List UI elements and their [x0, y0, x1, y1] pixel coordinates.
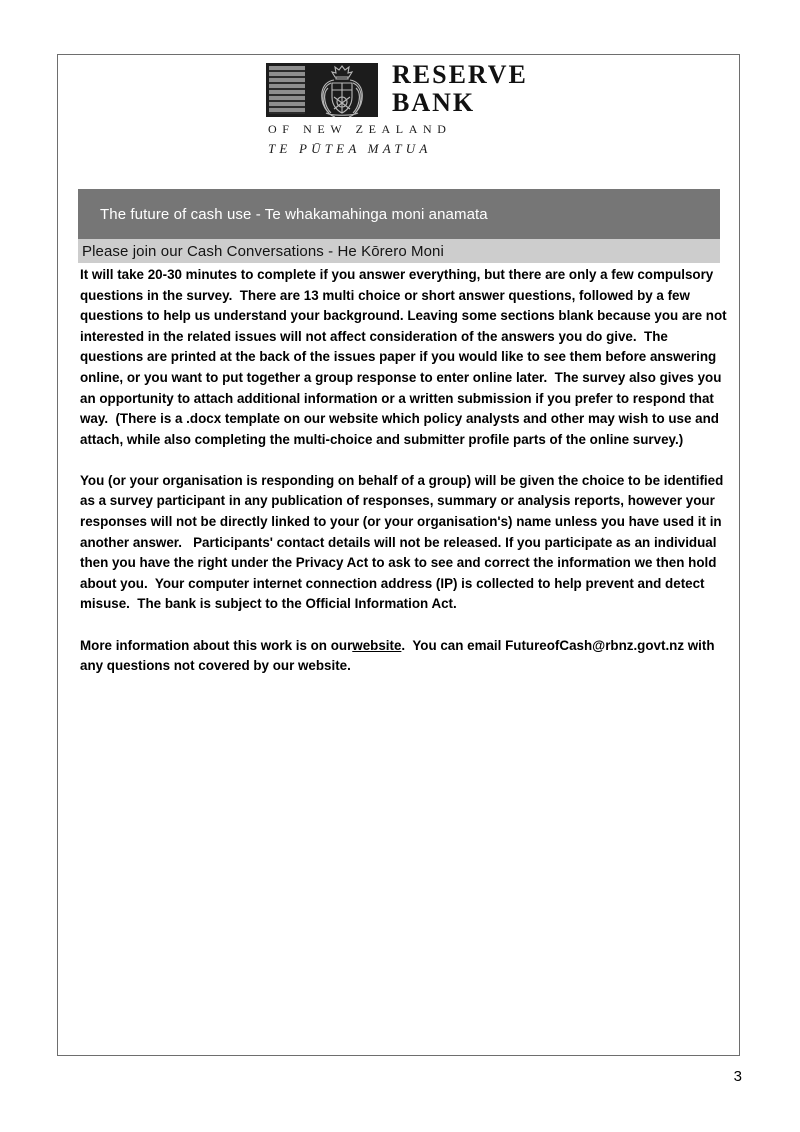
- secondary-subtitle-banner: [78, 239, 720, 263]
- primary-title-text: The future of cash use - Te whakamahinga moni anamata: [100, 205, 488, 223]
- reserve-bank-logo: [266, 61, 541, 157]
- logo-mark: [266, 63, 378, 117]
- primary-title-banner: [78, 189, 720, 239]
- logo-name-line2: BANK: [392, 88, 476, 117]
- logo-subtitle-country: OF NEW ZEALAND: [268, 122, 452, 136]
- coat-of-arms-crest-icon: [310, 64, 374, 117]
- page-number: 3: [733, 1068, 742, 1085]
- more-info-text-after-link: . You can email FutureofCash@rbnz.govt.nz with any questions not covered by our website.: [80, 637, 719, 674]
- paragraph-survey-details: It will take 20-30 minutes to complete if you answer everything, but there are only a few compulsory questions in the survey. There are 13 multi choice or short answer questions, followed by a few questions to help us understand your background. Leaving some sections blank because you are not interested in the related issues will not affect consideration of the answers you do give. The questions are printed at the back of the issues paper if you would like to see them before answering online, or you want to put together a group response to enter online later. The survey also gives you an opportunity to attach additional information or a written submission if you prefer to respond that way. (There is a .docx template on our website which policy analysts and other may wish to use and attach, while also completing the multi-choice and submitter profile parts of the online survey.): [80, 267, 731, 447]
- logo-subtitle-maori: TE PŪTEA MATUA: [268, 141, 432, 156]
- secondary-subtitle-text: Please join our Cash Conversations - He Kōrero Moni: [82, 242, 444, 260]
- paragraph-privacy-notice: You (or your organisation is responding on behalf of a group) will be given the choice to be identified as a survey participant in any publication of responses, summary or analysis reports, however your responses will not be directly linked to your (or your organisation's) name unless you have used it in another answer. Participants' contact details will not be released. If you participate as an individual then you have the right under the Privacy Act to ask to see and correct the information we then hold about you. Your computer internet connection address (IP) is collected to help prevent and detect misuse. The bank is subject to the Official Information Act.: [80, 472, 728, 612]
- logo-name-line1: RESERVE: [392, 60, 528, 89]
- body-content: [80, 265, 732, 677]
- document-page: [57, 54, 740, 1056]
- website-link[interactable]: website: [352, 637, 402, 653]
- logo-stripes-icon: [269, 66, 305, 114]
- paragraph-more-information: [80, 636, 732, 677]
- more-info-text-before-link: More information about this work is on our: [80, 637, 353, 653]
